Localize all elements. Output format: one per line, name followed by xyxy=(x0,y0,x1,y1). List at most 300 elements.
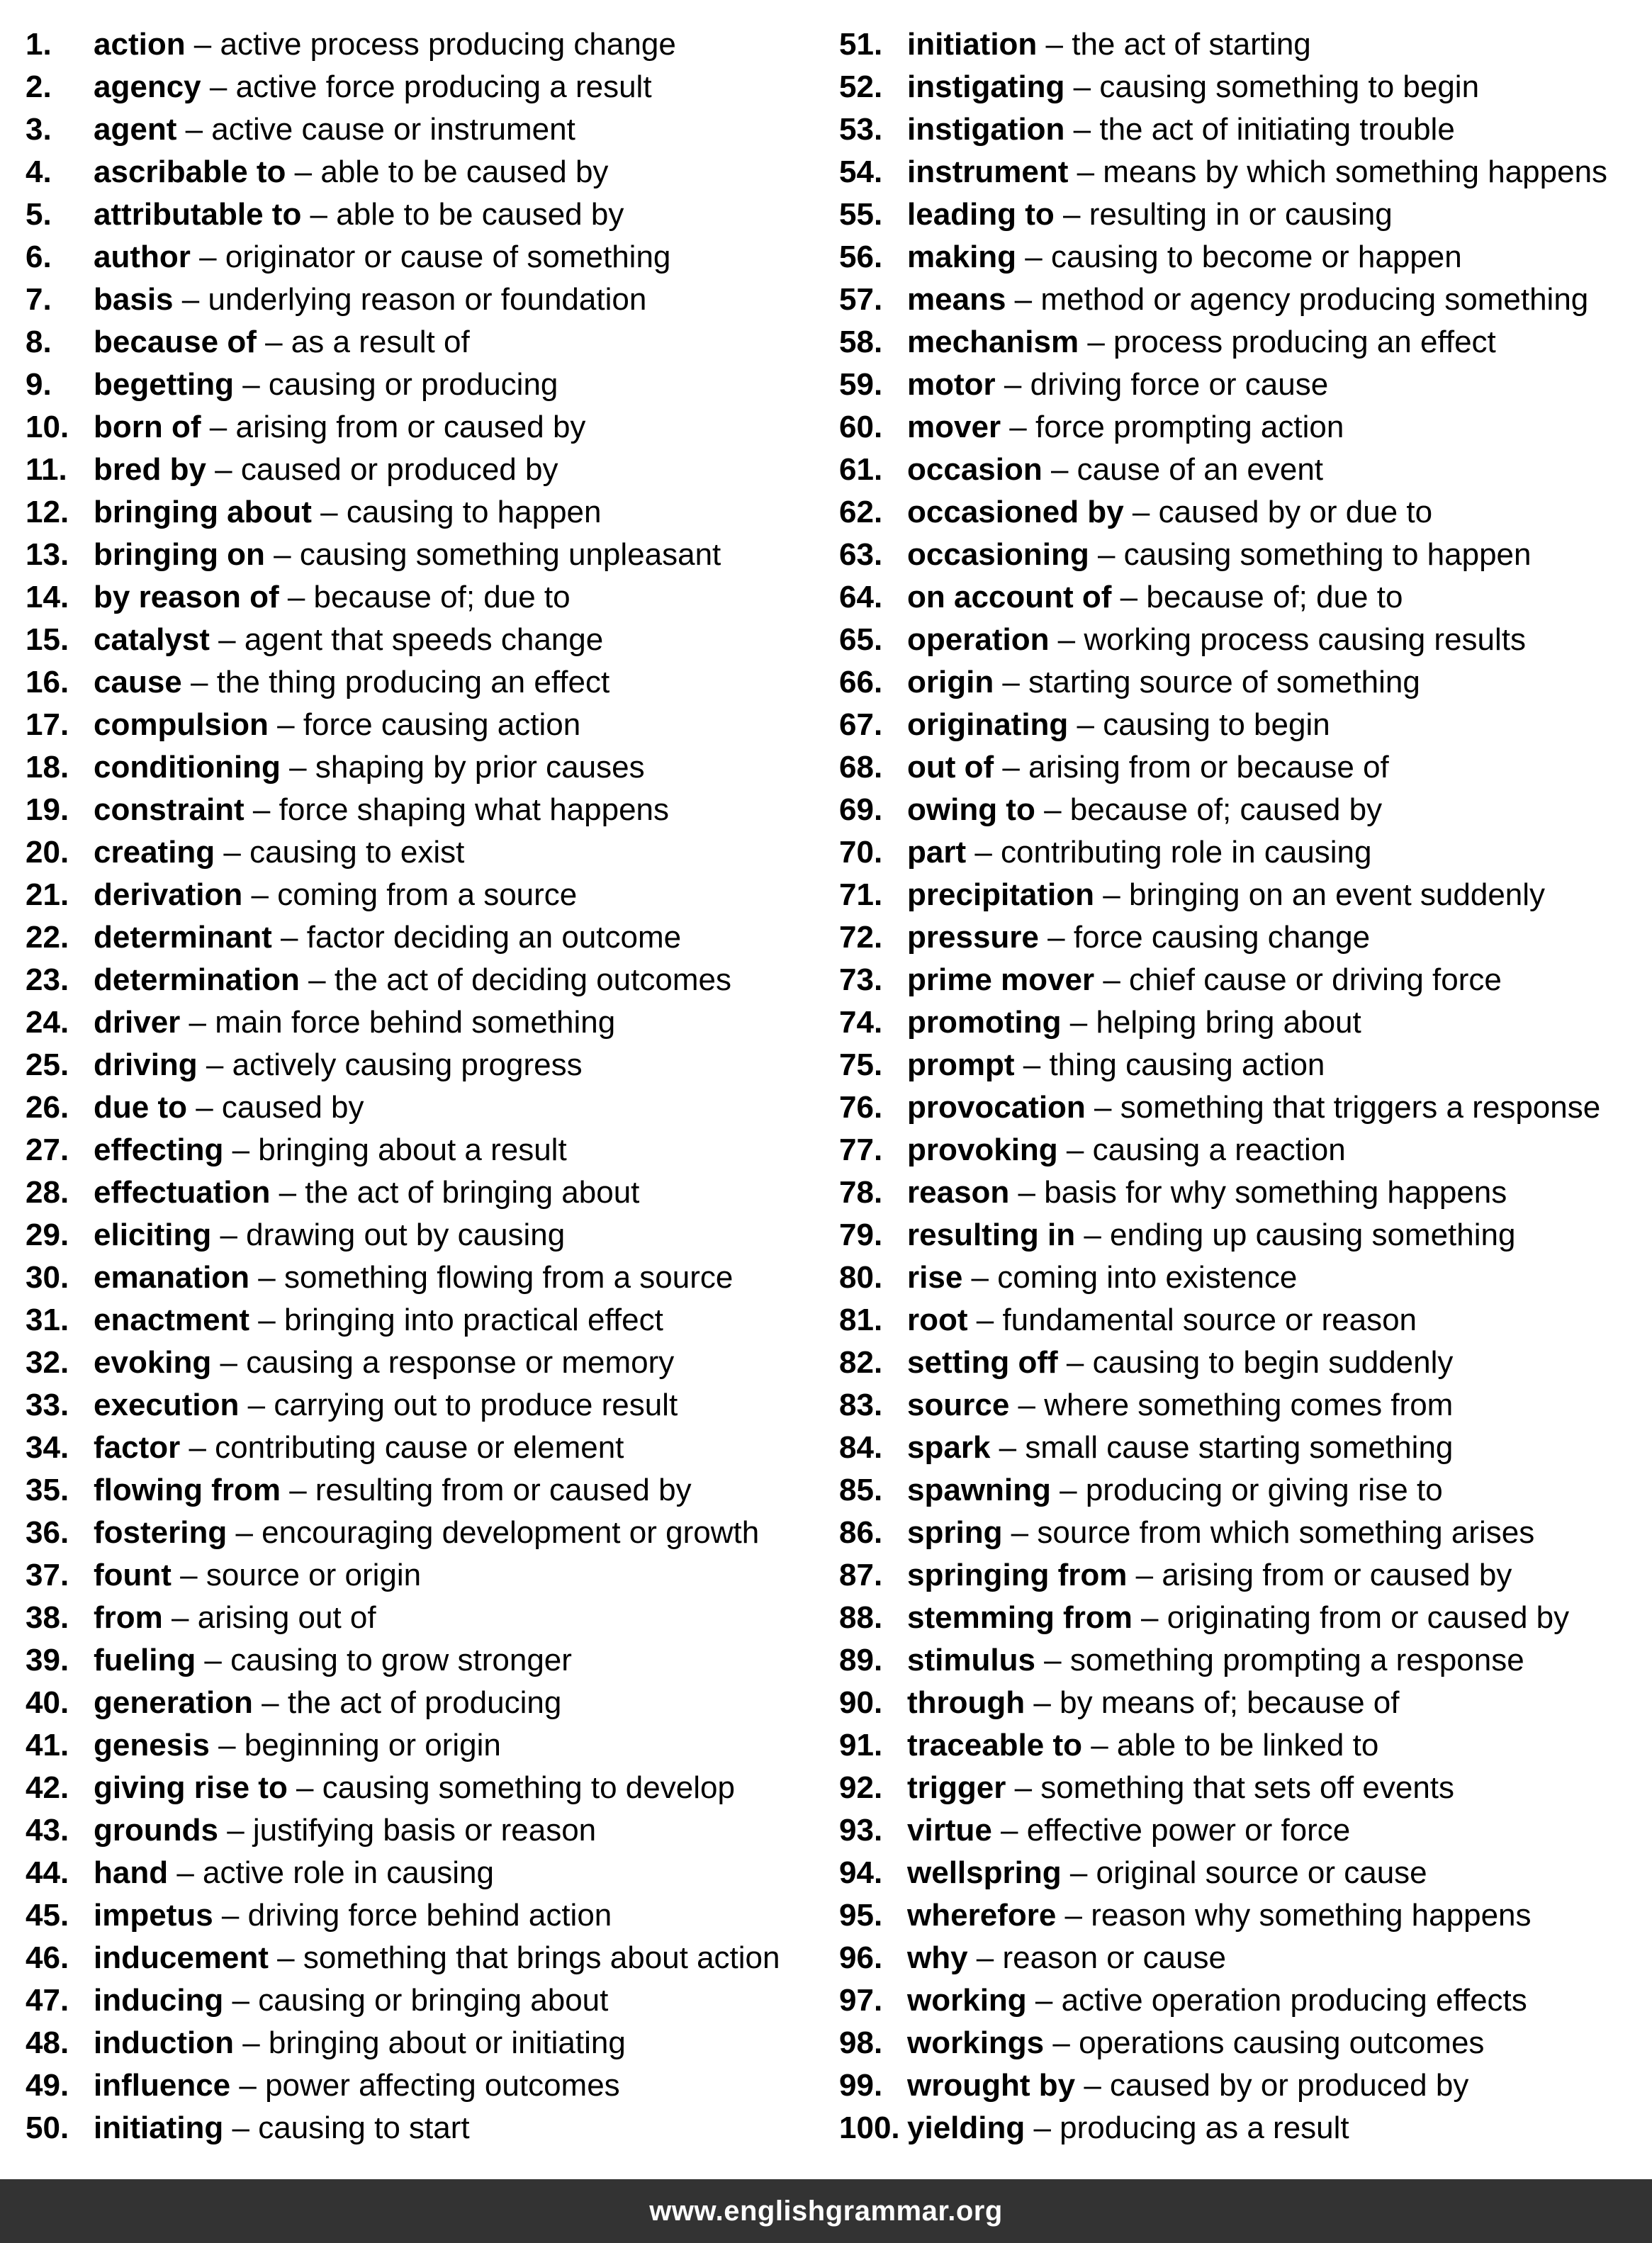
item-separator: – xyxy=(280,750,315,785)
item-term: motor xyxy=(907,367,996,402)
item-separator: – xyxy=(311,495,347,529)
item-number: 24. xyxy=(26,1005,69,1040)
item-definition: the act of producing xyxy=(287,1685,562,1720)
list-item xyxy=(26,449,826,491)
item-separator: – xyxy=(1064,112,1100,147)
item-number: 85. xyxy=(839,1473,883,1507)
item-separator: – xyxy=(1001,410,1035,444)
item-separator: – xyxy=(1061,1005,1096,1040)
item-definition: causing to become or happen xyxy=(1050,240,1462,274)
item-number: 22. xyxy=(26,920,69,955)
item-term: wrought by xyxy=(907,2068,1076,2103)
item-number: 87. xyxy=(839,1558,883,1592)
item-term: ascribable to xyxy=(94,154,286,189)
item-term: mover xyxy=(907,410,1001,444)
item-term: instigating xyxy=(907,69,1065,104)
item-term: instigation xyxy=(907,112,1065,147)
list-item xyxy=(26,364,826,406)
list-item xyxy=(839,23,1647,66)
item-number: 25. xyxy=(26,1047,69,1082)
list-item xyxy=(839,1597,1647,1639)
item-number: 94. xyxy=(839,1855,883,1890)
item-number: 100. xyxy=(839,2110,900,2145)
item-number: 70. xyxy=(839,835,883,870)
item-term: because of xyxy=(94,325,257,359)
item-number: 43. xyxy=(26,1813,69,1848)
item-term: traceable to xyxy=(907,1728,1082,1763)
item-number: 45. xyxy=(26,1898,69,1933)
word-list-column-right xyxy=(839,23,1647,2149)
item-number: 11. xyxy=(26,452,67,487)
item-definition: causing something unpleasant xyxy=(299,537,721,572)
item-number: 76. xyxy=(839,1090,883,1125)
list-item xyxy=(26,406,826,449)
list-item xyxy=(26,1214,826,1257)
item-number: 27. xyxy=(26,1132,69,1167)
item-number: 66. xyxy=(839,665,883,699)
list-item xyxy=(839,1724,1647,1767)
item-number: 86. xyxy=(839,1515,883,1550)
item-separator: – xyxy=(1042,452,1077,487)
item-term: springing from xyxy=(907,1558,1128,1592)
item-term: spring xyxy=(907,1515,1003,1550)
item-definition: where something comes from xyxy=(1044,1388,1454,1422)
item-term: enactment xyxy=(94,1303,250,1337)
item-separator: – xyxy=(1009,1175,1045,1210)
item-separator: – xyxy=(1002,1515,1038,1550)
list-item xyxy=(839,2107,1647,2149)
item-number: 48. xyxy=(26,2025,69,2060)
item-separator: – xyxy=(223,1983,259,2018)
item-number: 64. xyxy=(839,580,883,614)
list-item xyxy=(26,576,826,619)
item-definition: contributing cause or element xyxy=(215,1430,624,1465)
item-definition: fundamental source or reason xyxy=(1002,1303,1417,1337)
item-number: 34. xyxy=(26,1430,69,1465)
item-separator: – xyxy=(995,367,1030,402)
item-definition: something that brings about action xyxy=(303,1940,780,1975)
item-definition: source from which something arises xyxy=(1037,1515,1535,1550)
list-item xyxy=(839,1682,1647,1724)
item-number: 59. xyxy=(839,367,883,402)
list-item xyxy=(26,1979,826,2022)
item-number: 14. xyxy=(26,580,69,614)
item-term: cause xyxy=(94,665,182,699)
item-number: 81. xyxy=(839,1303,883,1337)
list-item xyxy=(839,66,1647,108)
list-item xyxy=(839,1171,1647,1214)
item-definition: causing a response or memory xyxy=(246,1345,675,1380)
list-item xyxy=(839,193,1647,236)
item-separator: – xyxy=(1035,1643,1070,1677)
list-item xyxy=(839,916,1647,959)
item-number: 42. xyxy=(26,1770,69,1805)
item-number: 52. xyxy=(839,69,883,104)
item-number: 23. xyxy=(26,962,69,997)
item-definition: process producing an effect xyxy=(1113,325,1496,359)
item-definition: chief cause or driving force xyxy=(1129,962,1502,997)
item-separator: – xyxy=(211,1218,247,1252)
item-number: 31. xyxy=(26,1303,69,1337)
list-item xyxy=(26,789,826,831)
item-definition: arising from or caused by xyxy=(235,410,586,444)
footer-website-link[interactable]: www.englishgrammar.org xyxy=(649,2195,1003,2227)
item-separator: – xyxy=(1006,282,1041,317)
item-separator: – xyxy=(286,154,321,189)
item-definition: arising out of xyxy=(197,1600,376,1635)
item-definition: because of; due to xyxy=(313,580,571,614)
item-definition: reason why something happens xyxy=(1091,1898,1532,1933)
list-item xyxy=(26,1894,826,1937)
list-item xyxy=(26,704,826,746)
item-term: basis xyxy=(94,282,174,317)
item-definition: caused by xyxy=(221,1090,364,1125)
item-separator: – xyxy=(218,1813,253,1848)
item-separator: – xyxy=(280,1473,315,1507)
list-item xyxy=(839,1809,1647,1852)
item-definition: caused by or due to xyxy=(1158,495,1433,529)
item-number: 78. xyxy=(839,1175,883,1210)
item-definition: able to be caused by xyxy=(320,154,609,189)
item-number: 26. xyxy=(26,1090,69,1125)
item-separator: – xyxy=(279,580,314,614)
list-item xyxy=(26,874,826,916)
item-separator: – xyxy=(209,1728,245,1763)
list-item xyxy=(26,2107,826,2149)
item-number: 16. xyxy=(26,665,69,699)
list-item xyxy=(839,491,1647,534)
item-term: influence xyxy=(94,2068,231,2103)
item-number: 53. xyxy=(839,112,883,147)
list-item xyxy=(26,746,826,789)
list-item xyxy=(839,406,1647,449)
list-item xyxy=(839,1129,1647,1171)
item-separator: – xyxy=(1035,792,1070,827)
item-term: occasioned by xyxy=(907,495,1124,529)
item-term: rise xyxy=(907,1260,963,1295)
item-number: 93. xyxy=(839,1813,883,1848)
item-definition: causing to exist xyxy=(249,835,465,870)
item-separator: – xyxy=(268,1940,303,1975)
list-item xyxy=(839,1384,1647,1427)
item-definition: encouraging development or growth xyxy=(262,1515,760,1550)
list-item xyxy=(839,746,1647,789)
item-number: 67. xyxy=(839,707,883,742)
item-definition: ending up causing something xyxy=(1110,1218,1516,1252)
item-separator: – xyxy=(967,1303,1003,1337)
item-definition: bringing on an event suddenly xyxy=(1128,877,1546,912)
list-item xyxy=(839,1937,1647,1979)
item-term: fueling xyxy=(94,1643,196,1677)
item-term: setting off xyxy=(907,1345,1058,1380)
item-term: genesis xyxy=(94,1728,210,1763)
item-separator: – xyxy=(264,537,300,572)
item-definition: original source or cause xyxy=(1096,1855,1427,1890)
item-term: action xyxy=(94,27,186,62)
item-number: 20. xyxy=(26,835,69,870)
item-term: making xyxy=(907,240,1017,274)
item-term: resulting in xyxy=(907,1218,1076,1252)
item-term: stimulus xyxy=(907,1643,1035,1677)
item-definition: active cause or instrument xyxy=(211,112,575,147)
item-number: 1. xyxy=(26,27,52,62)
item-term: compulsion xyxy=(94,707,269,742)
item-number: 41. xyxy=(26,1728,69,1763)
item-term: owing to xyxy=(907,792,1035,827)
item-number: 74. xyxy=(839,1005,883,1040)
item-separator: – xyxy=(185,27,220,62)
item-definition: operations causing outcomes xyxy=(1079,2025,1485,2060)
item-term: induction xyxy=(94,2025,234,2060)
item-number: 63. xyxy=(839,537,883,572)
item-number: 96. xyxy=(839,1940,883,1975)
item-separator: – xyxy=(168,1855,203,1890)
item-separator: – xyxy=(249,1260,284,1295)
item-term: generation xyxy=(94,1685,253,1720)
item-term: spark xyxy=(907,1430,991,1465)
item-number: 58. xyxy=(839,325,883,359)
item-definition: causing to grow stronger xyxy=(230,1643,572,1677)
item-separator: – xyxy=(991,1813,1027,1848)
list-item xyxy=(839,449,1647,491)
item-separator: – xyxy=(1064,69,1100,104)
item-separator: – xyxy=(239,1388,274,1422)
item-separator: – xyxy=(1050,1473,1086,1507)
list-item xyxy=(26,1001,826,1044)
item-definition: originating from or caused by xyxy=(1167,1600,1570,1635)
item-number: 29. xyxy=(26,1218,69,1252)
item-term: author xyxy=(94,240,191,274)
list-item xyxy=(839,2064,1647,2107)
item-separator: – xyxy=(244,792,279,827)
item-term: on account of xyxy=(907,580,1112,614)
item-term: giving rise to xyxy=(94,1770,288,1805)
item-definition: driving force or cause xyxy=(1030,367,1329,402)
item-definition: justifying basis or reason xyxy=(252,1813,597,1848)
item-separator: – xyxy=(190,240,225,274)
item-separator: – xyxy=(299,962,335,997)
item-term: provocation xyxy=(907,1090,1086,1125)
item-term: fostering xyxy=(94,1515,227,1550)
item-term: determinant xyxy=(94,920,272,955)
list-item xyxy=(839,1469,1647,1512)
item-separator: – xyxy=(1127,1558,1162,1592)
item-number: 80. xyxy=(839,1260,883,1295)
item-separator: – xyxy=(301,197,337,232)
item-separator: – xyxy=(990,1430,1026,1465)
item-term: yielding xyxy=(907,2110,1026,2145)
item-term: inducement xyxy=(94,1940,269,1975)
item-definition: causing something to happen xyxy=(1123,537,1532,572)
item-separator: – xyxy=(215,835,250,870)
item-definition: helping bring about xyxy=(1096,1005,1361,1040)
item-separator: – xyxy=(249,1303,284,1337)
item-number: 77. xyxy=(839,1132,883,1167)
item-separator: – xyxy=(173,282,208,317)
item-term: reason xyxy=(907,1175,1010,1210)
item-definition: agent that speeds change xyxy=(244,622,604,657)
item-separator: – xyxy=(1132,1600,1167,1635)
item-definition: actively causing progress xyxy=(232,1047,583,1082)
list-item xyxy=(26,2022,826,2064)
item-term: begetting xyxy=(94,367,234,402)
item-separator: – xyxy=(181,665,217,699)
item-number: 55. xyxy=(839,197,883,232)
item-number: 40. xyxy=(26,1685,69,1720)
item-separator: – xyxy=(1025,2110,1060,2145)
item-term: means xyxy=(907,282,1006,317)
item-term: wherefore xyxy=(907,1898,1057,1933)
item-term: from xyxy=(94,1600,163,1635)
item-definition: able to be caused by xyxy=(336,197,624,232)
item-definition: caused by or produced by xyxy=(1110,2068,1469,2103)
item-definition: active process producing change xyxy=(220,27,676,62)
item-number: 28. xyxy=(26,1175,69,1210)
item-term: occasioning xyxy=(907,537,1089,572)
list-item xyxy=(839,279,1647,321)
item-term: prompt xyxy=(907,1047,1015,1082)
item-number: 92. xyxy=(839,1770,883,1805)
item-separator: – xyxy=(233,367,269,402)
item-term: provoking xyxy=(907,1132,1058,1167)
item-definition: carrying out to produce result xyxy=(274,1388,678,1422)
item-number: 69. xyxy=(839,792,883,827)
item-definition: small cause starting something xyxy=(1025,1430,1454,1465)
item-separator: – xyxy=(270,1175,305,1210)
item-definition: causing something to begin xyxy=(1099,69,1480,104)
item-definition: basis for why something happens xyxy=(1044,1175,1507,1210)
item-number: 90. xyxy=(839,1685,883,1720)
item-term: precipitation xyxy=(907,877,1095,912)
item-term: eliciting xyxy=(94,1218,212,1252)
list-item xyxy=(26,959,826,1001)
item-number: 68. xyxy=(839,750,883,785)
item-number: 61. xyxy=(839,452,883,487)
item-separator: – xyxy=(1089,537,1124,572)
list-item xyxy=(26,2064,826,2107)
item-number: 91. xyxy=(839,1728,883,1763)
list-item xyxy=(26,1512,826,1554)
item-separator: – xyxy=(252,1685,288,1720)
list-item xyxy=(26,1554,826,1597)
item-term: creating xyxy=(94,835,215,870)
item-definition: causing or bringing about xyxy=(258,1983,609,2018)
item-number: 6. xyxy=(26,240,52,274)
item-definition: arising from or because of xyxy=(1028,750,1389,785)
item-number: 44. xyxy=(26,1855,69,1890)
item-term: effectuation xyxy=(94,1175,271,1210)
item-definition: source or origin xyxy=(206,1558,422,1592)
list-item xyxy=(26,1171,826,1214)
item-definition: reason or cause xyxy=(1002,1940,1227,1975)
item-term: spawning xyxy=(907,1473,1051,1507)
item-term: emanation xyxy=(94,1260,250,1295)
list-item xyxy=(839,959,1647,1001)
item-definition: caused or produced by xyxy=(240,452,558,487)
list-item xyxy=(26,661,826,704)
item-separator: – xyxy=(256,325,291,359)
item-definition: method or agency producing something xyxy=(1040,282,1589,317)
item-separator: – xyxy=(962,1260,998,1295)
item-number: 73. xyxy=(839,962,883,997)
list-item xyxy=(839,831,1647,874)
item-separator: – xyxy=(1081,1728,1117,1763)
item-term: out of xyxy=(907,750,994,785)
item-term: occasion xyxy=(907,452,1043,487)
item-term: agency xyxy=(94,69,201,104)
item-number: 38. xyxy=(26,1600,69,1635)
item-separator: – xyxy=(201,410,236,444)
item-term: initiating xyxy=(94,2110,224,2145)
item-definition: causing to start xyxy=(258,2110,470,2145)
item-term: through xyxy=(907,1685,1026,1720)
item-number: 2. xyxy=(26,69,52,104)
item-definition: shaping by prior causes xyxy=(315,750,645,785)
item-definition: the thing producing an effect xyxy=(216,665,610,699)
item-number: 97. xyxy=(839,1983,883,2018)
item-term: derivation xyxy=(94,877,243,912)
list-item xyxy=(26,236,826,279)
item-definition: causing or producing xyxy=(268,367,558,402)
item-number: 79. xyxy=(839,1218,883,1252)
item-separator: – xyxy=(180,1430,215,1465)
list-item xyxy=(26,1724,826,1767)
item-number: 65. xyxy=(839,622,883,657)
item-number: 15. xyxy=(26,622,69,657)
item-definition: active force producing a result xyxy=(235,69,652,104)
item-term: root xyxy=(907,1303,968,1337)
item-number: 82. xyxy=(839,1345,883,1380)
list-item xyxy=(839,364,1647,406)
item-separator: – xyxy=(967,1940,1003,1975)
item-separator: – xyxy=(227,1515,262,1550)
item-number: 56. xyxy=(839,240,883,274)
item-separator: – xyxy=(1016,240,1051,274)
list-item xyxy=(26,1639,826,1682)
item-separator: – xyxy=(1075,2068,1111,2103)
item-number: 13. xyxy=(26,537,69,572)
item-term: source xyxy=(907,1388,1010,1422)
item-term: grounds xyxy=(94,1813,218,1848)
list-item xyxy=(839,1554,1647,1597)
item-definition: force causing change xyxy=(1073,920,1371,955)
item-term: due to xyxy=(94,1090,187,1125)
item-separator: – xyxy=(1068,154,1103,189)
item-term: leading to xyxy=(907,197,1055,232)
item-term: effecting xyxy=(94,1132,224,1167)
item-separator: – xyxy=(196,1643,231,1677)
item-definition: underlying reason or foundation xyxy=(208,282,647,317)
item-number: 47. xyxy=(26,1983,69,2018)
item-separator: – xyxy=(186,1090,222,1125)
list-item xyxy=(26,1809,826,1852)
item-number: 51. xyxy=(839,27,883,62)
item-term: originating xyxy=(907,707,1069,742)
item-definition: arising from or caused by xyxy=(1162,1558,1512,1592)
list-item xyxy=(839,704,1647,746)
item-number: 49. xyxy=(26,2068,69,2103)
item-definition: originator or cause of something xyxy=(225,240,671,274)
list-item xyxy=(26,619,826,661)
item-term: driving xyxy=(94,1047,198,1082)
item-definition: able to be linked to xyxy=(1116,1728,1379,1763)
item-definition: something flowing from a source xyxy=(283,1260,734,1295)
word-list xyxy=(0,23,1652,2145)
item-definition: something that triggers a response xyxy=(1120,1090,1601,1125)
item-term: impetus xyxy=(94,1898,213,1933)
item-term: operation xyxy=(907,622,1050,657)
list-item xyxy=(839,1894,1647,1937)
